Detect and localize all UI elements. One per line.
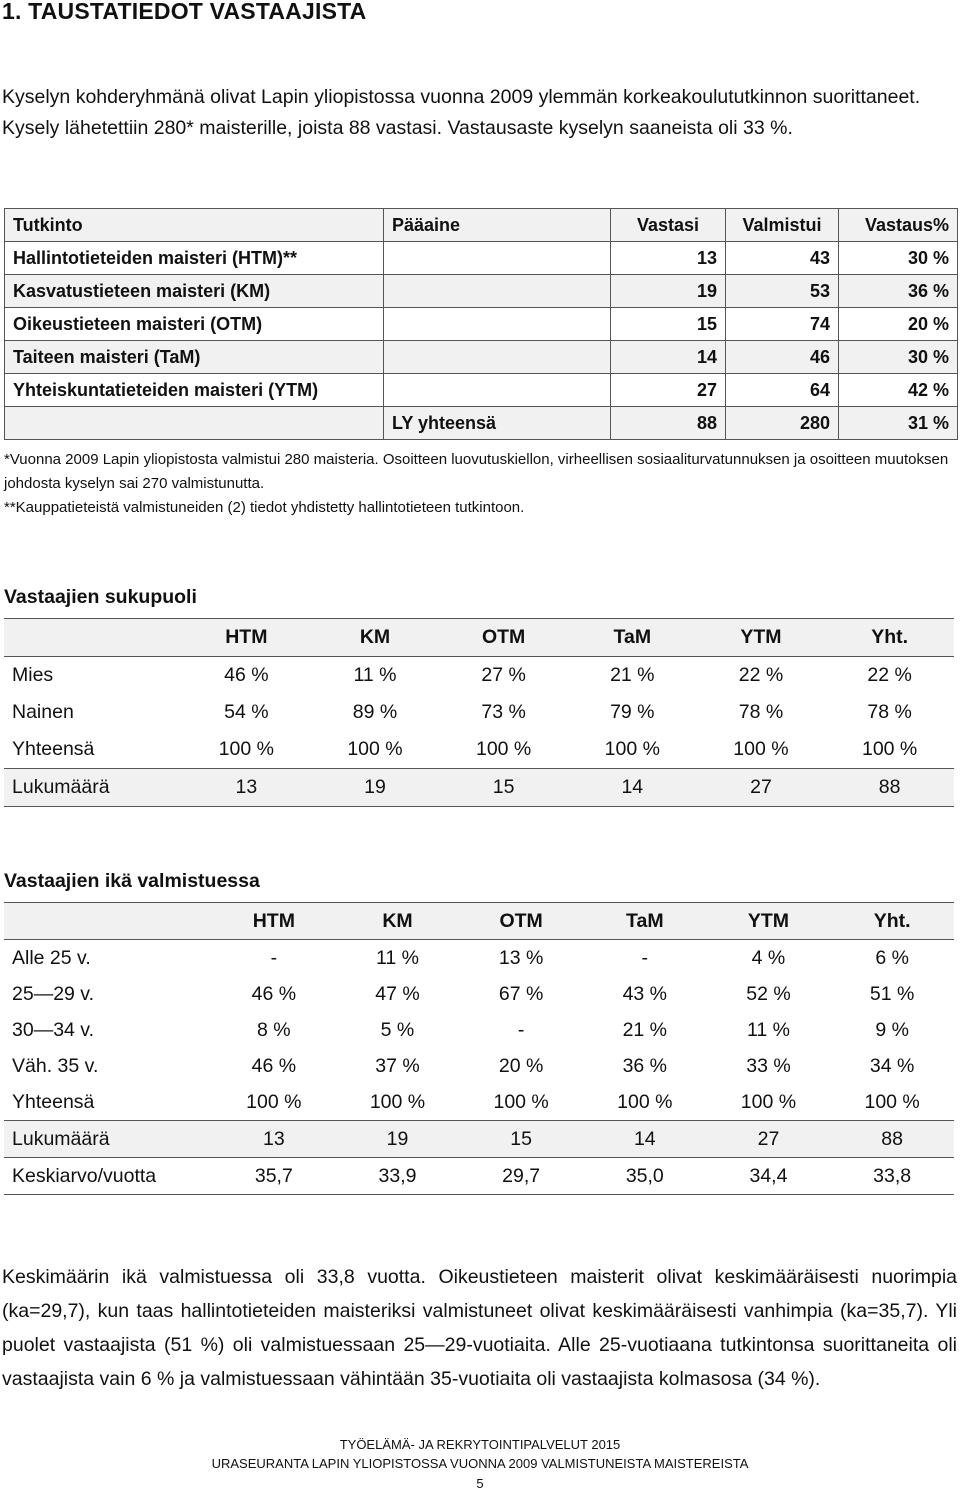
section-title: Vastaajien ikä valmistuessa (4, 870, 260, 892)
table-cell: 42 % (839, 374, 958, 407)
col-header: Yht. (830, 903, 954, 940)
col-header: OTM (439, 619, 568, 657)
col-header: YTM (697, 619, 826, 657)
table-cell: 73 % (481, 701, 526, 723)
table-cell: 35,7 (212, 1158, 336, 1195)
row-label: Nainen (12, 701, 74, 723)
table-cell: 35,0 (583, 1158, 707, 1195)
row-label: Yhteensä (12, 738, 95, 760)
table-cell: 33,8 (830, 1158, 954, 1195)
col-header (4, 619, 182, 657)
col-header: KM (336, 903, 460, 940)
total-label: LY yhteensä (384, 407, 611, 440)
table-cell: 46 (726, 341, 839, 374)
page-heading: 1. TAUSTATIEDOT VASTAAJISTA (2, 0, 367, 24)
table-cell: 78 % (738, 701, 784, 723)
table-cell: 53 (726, 275, 839, 308)
table-cell: 100 % (733, 738, 789, 760)
table-cell: 19 (336, 1121, 460, 1158)
table-cell: 52 % (746, 982, 791, 1005)
table-cell: 46 % (251, 982, 297, 1005)
table-cell: 43 (726, 242, 839, 275)
table-cell: Yhteiskuntatieteiden maisteri (YTM) (5, 374, 384, 407)
table-cell: 37 % (375, 1054, 420, 1077)
row-label: 30—34 v. (12, 1018, 95, 1041)
row-label: Mies (12, 664, 54, 686)
table-cell: 34,4 (707, 1158, 831, 1195)
table-cell: 13 (212, 1121, 336, 1158)
summary-paragraph: Keskimäärin ikä valmistuessa oli 33,8 vuotta. Oikeustieteen maisterit olivat keskimääräisesti nuorimpia (ka=29,7), kun taas hallintotieteiden maisteriksi valmistuneet olivat keskimääräisesti vanhimpia (ka=35,7). Yli puolet vastaajista (51 %) oli valmistuessaan 25—29-vuotiaita. Alle 25-vuotiaana tutkintonsa suorittaneita oli vastaajista vain 6 % ja valmistuessaan vähintään 35-vuotiaita oli vastaajista kolmasosa (34 %). (2, 1266, 957, 1390)
table-cell: 8 % (257, 1018, 291, 1041)
col-header: Valmistui (726, 209, 839, 242)
table-cell: 100 % (740, 1090, 797, 1113)
row-label: Yhteensä (12, 1090, 95, 1113)
table-cell: 100 % (493, 1090, 549, 1113)
table-cell: 100 % (475, 738, 532, 760)
table-cell (384, 341, 611, 374)
table-cell: 100 % (864, 1090, 920, 1113)
table-cell: 27 (707, 1121, 831, 1158)
table-row (4, 940, 954, 977)
table-cell: 15 (459, 1121, 583, 1158)
table-cell: 13 (182, 769, 311, 807)
table-cell: 9 % (875, 1018, 909, 1041)
table-cell: 88 (611, 407, 726, 440)
table-cell: 36 % (622, 1054, 668, 1077)
table-cell: 47 % (375, 982, 420, 1005)
row-label: Keskiarvo/vuotta (4, 1158, 212, 1195)
table-cell: 11 % (746, 1018, 790, 1041)
table-cell: 20 % (839, 308, 958, 341)
col-header: Pääaine (384, 209, 611, 242)
col-header: TaM (568, 619, 697, 657)
table-header-row (4, 619, 954, 657)
col-header: HTM (212, 903, 336, 940)
table-cell: 280 (726, 407, 839, 440)
table-cell: 6 % (875, 946, 909, 969)
table-cell: 29,7 (459, 1158, 583, 1195)
row-label: Alle 25 v. (12, 946, 91, 969)
table-cell: 100 % (861, 738, 918, 760)
table-row (4, 1048, 954, 1084)
table-cell: Oikeustieteen maisteri (OTM) (5, 308, 384, 341)
table-cell (384, 374, 611, 407)
col-header: TaM (583, 903, 707, 940)
table-cell: 78 % (867, 701, 912, 723)
table-row (4, 694, 954, 731)
table-cell: 11 % (375, 946, 419, 969)
table-cell: 13 (611, 242, 726, 275)
table-row (4, 976, 954, 1012)
col-header: YTM (707, 903, 831, 940)
table-cell: 43 % (622, 982, 668, 1005)
table-cell: 89 % (352, 701, 398, 723)
table-cell: 88 (825, 769, 954, 807)
row-label: Lukumäärä (4, 1121, 212, 1158)
footnote: *Vuonna 2009 Lapin yliopistosta valmistui 280 maisteria. Osoitteen luovutuskiellon, virheellisen sosiaaliturvatunnuksen ja osoitteen muutoksen johdosta kyselyn sai 270 valmistunutta. (4, 451, 949, 492)
footer-line: TYÖELÄMÄ- JA REKRYTOINTIPALVELUT 2015 (339, 1437, 621, 1452)
table-cell: 22 % (867, 664, 912, 686)
intro-paragraph: Kyselyn kohderyhmänä olivat Lapin yliopistossa vuonna 2009 ylemmän korkeakoulututkinnon suorittaneet. Kysely lähetettiin 280* maisterille, joista 88 vastasi. Vastausaste kyselyn saaneista oli 33 %. (2, 86, 921, 139)
gender-table (4, 618, 954, 807)
table-cell: Hallintotieteiden maisteri (HTM)** (5, 242, 384, 275)
table-row (5, 308, 958, 341)
table-header-row (4, 903, 954, 940)
page-number: 5 (476, 1476, 484, 1491)
table-cell (5, 407, 384, 440)
table-row (4, 657, 954, 695)
table-cell: 74 (726, 308, 839, 341)
col-header (4, 903, 212, 940)
table-cell: 33,9 (336, 1158, 460, 1195)
row-label: Lukumäärä (4, 769, 182, 807)
table-cell: 14 (611, 341, 726, 374)
count-row (4, 769, 954, 807)
table-cell: 100 % (347, 738, 403, 760)
table-row (5, 341, 958, 374)
row-label: 25—29 v. (12, 982, 95, 1005)
table-cell: 100 % (369, 1090, 426, 1113)
table-row (5, 374, 958, 407)
table-cell: 67 % (498, 982, 544, 1005)
table-row (5, 242, 958, 275)
table-cell: 33 % (746, 1054, 791, 1077)
mean-row (4, 1158, 954, 1195)
table-cell: 30 % (839, 242, 958, 275)
table-cell (384, 308, 611, 341)
table-cell: 88 (830, 1121, 954, 1158)
table-cell: 5 % (380, 1018, 415, 1041)
table-cell: 13 % (498, 946, 544, 969)
footer-line: URASEURANTA LAPIN YLIOPISTOSSA VUONNA 2009 VALMISTUNEISTA MAISTEREISTA (211, 1456, 749, 1471)
table-cell: 34 % (869, 1054, 915, 1077)
table-cell: 21 % (622, 1018, 668, 1041)
table-cell: 36 % (839, 275, 958, 308)
count-row (4, 1121, 954, 1158)
table-row (4, 1084, 954, 1121)
table-cell: 4 % (751, 946, 786, 969)
table-footnotes (4, 448, 959, 520)
table-cell: 64 (726, 374, 839, 407)
table-cell: - (517, 1018, 525, 1041)
table-cell: - (641, 946, 649, 969)
table-cell: 100 % (246, 1090, 302, 1113)
table-cell: 100 % (617, 1090, 673, 1113)
table-cell: 51 % (869, 982, 915, 1005)
col-header: Yht. (825, 619, 954, 657)
table-cell: 22 % (738, 664, 784, 686)
table-cell: 19 (611, 275, 726, 308)
table-cell: 30 % (839, 341, 958, 374)
table-cell: Taiteen maisteri (TaM) (5, 341, 384, 374)
table-cell (384, 275, 611, 308)
table-cell (384, 242, 611, 275)
table-row (4, 1012, 954, 1048)
table-cell: 46 % (251, 1054, 297, 1077)
col-header: Vastasi (611, 209, 726, 242)
table-row (4, 731, 954, 769)
table-cell: 27 (611, 374, 726, 407)
respondents-table (4, 208, 958, 440)
table-cell: 14 (568, 769, 697, 807)
table-cell: 100 % (604, 738, 660, 760)
table-cell: 79 % (610, 701, 655, 723)
table-row (5, 275, 958, 308)
col-header: Vastaus% (839, 209, 958, 242)
table-cell: 21 % (610, 664, 655, 686)
age-table (4, 902, 954, 1195)
table-cell: - (270, 946, 278, 969)
col-header: Tutkinto (5, 209, 384, 242)
col-header: KM (311, 619, 440, 657)
section-title: Vastaajien sukupuoli (4, 586, 197, 608)
footnote: **Kauppatieteistä valmistuneiden (2) tiedot yhdistetty hallintotieteen tutkintoon. (4, 499, 525, 516)
table-cell: 46 % (224, 664, 269, 686)
table-cell: 100 % (218, 738, 274, 760)
table-cell: Kasvatustieteen maisteri (KM) (5, 275, 384, 308)
col-header: HTM (182, 619, 311, 657)
table-cell: 15 (439, 769, 568, 807)
table-cell: 14 (583, 1121, 707, 1158)
table-cell: 54 % (224, 701, 269, 723)
table-cell: 27 (697, 769, 826, 807)
table-cell: 20 % (498, 1054, 544, 1077)
table-cell: 27 % (481, 664, 526, 686)
table-header-row (5, 209, 958, 242)
table-cell: 15 (611, 308, 726, 341)
col-header: OTM (459, 903, 583, 940)
table-cell: 31 % (839, 407, 958, 440)
table-cell: 19 (311, 769, 440, 807)
row-label: Väh. 35 v. (12, 1054, 99, 1077)
table-cell: 11 % (353, 664, 397, 686)
total-row (5, 407, 958, 440)
